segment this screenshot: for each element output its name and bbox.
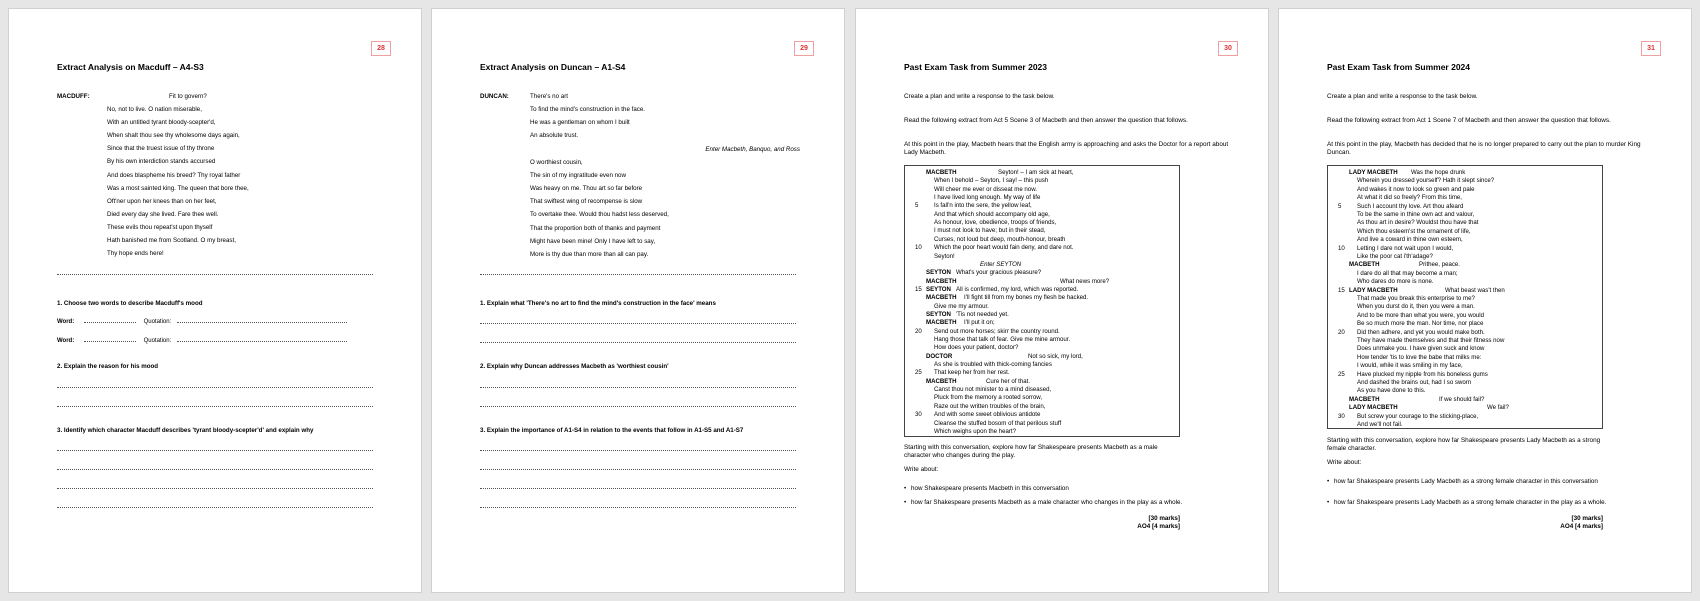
divider bbox=[57, 274, 373, 275]
speaker-name: SEYTON bbox=[926, 285, 951, 293]
page-title: Extract Analysis on Macduff – A4-S3 bbox=[57, 62, 204, 72]
verse-line: By his own interdiction stands accursed bbox=[107, 158, 216, 166]
speaker-name: MACBETH bbox=[1349, 261, 1380, 269]
extract-line: Seyton! bbox=[934, 252, 955, 260]
extract-line: Give me my armour. bbox=[934, 302, 989, 310]
extract-line: And wakes it now to look so green and pale bbox=[1357, 185, 1475, 193]
extract-line: Seyton! – I am sick at heart, bbox=[998, 169, 1074, 176]
verse-line: There's no art bbox=[530, 93, 568, 100]
verse-line: O worthiest cousin, bbox=[530, 159, 583, 166]
extract-line: What beast was't then bbox=[1445, 286, 1505, 294]
extract-line: Like the poor cat i'th'adage? bbox=[1357, 253, 1433, 260]
speaker-name: MACBETH bbox=[926, 169, 957, 176]
verse-line: Since that the truest issue of thy throne bbox=[107, 145, 215, 153]
ao4-label: AO4 [4 marks] bbox=[1137, 523, 1180, 530]
question-2: 2. Explain why Duncan addresses Macbeth as 'worthiest cousin' bbox=[480, 363, 669, 370]
extract-line: Which the poor heart would fain deny, and dare not. bbox=[934, 244, 1074, 252]
extract-line: But screw your courage to the sticking-place, bbox=[1357, 412, 1479, 420]
extract-line: 'Tis not needed yet. bbox=[956, 310, 1009, 318]
line-number: 30 bbox=[1338, 412, 1345, 420]
extract-line: Canst thou not minister to a mind diseased, bbox=[934, 386, 1052, 394]
page-29 bbox=[431, 8, 845, 593]
line-number: 20 bbox=[1338, 328, 1345, 336]
extract-line: Who dares do more is none. bbox=[1357, 278, 1434, 286]
extract-line: Was the hope drunk bbox=[1411, 169, 1466, 176]
speaker-name: LADY MACBETH bbox=[1349, 286, 1398, 294]
extract-line: Send out more horses; skirr the country round. bbox=[934, 327, 1060, 335]
speaker-name: MACBETH bbox=[926, 294, 957, 302]
verse-line: An absolute trust. bbox=[530, 132, 579, 140]
answer-line[interactable] bbox=[177, 338, 347, 342]
extract-line: When you durst do it, then you were a man. bbox=[1357, 303, 1475, 311]
stage-direction: Enter SEYTON bbox=[980, 260, 1022, 268]
page-number: 29 bbox=[794, 41, 814, 56]
context-text: At this point in the play, Macbeth has decided that he is no longer prepared to carry out the plan to murder King Duncan. bbox=[1327, 141, 1641, 156]
extract-line: I dare do all that may become a man; bbox=[1357, 269, 1458, 277]
extract-line: Have plucked my nipple from his boneless gums bbox=[1357, 370, 1488, 378]
extract-line: And to be more than what you were, you would bbox=[1357, 311, 1485, 319]
extract-line: Not so sick, my lord, bbox=[1028, 352, 1083, 360]
read-instruction: Read the following extract from Act 1 Scene 7 of Macbeth and then answer the question that follows. bbox=[1327, 117, 1611, 124]
word-label: Word: bbox=[57, 338, 75, 344]
line-number: 15 bbox=[1338, 286, 1345, 294]
bullet-item: • how Shakespeare presents Macbeth in this conversation bbox=[904, 485, 1204, 493]
intro-text: Create a plan and write a response to the task below. bbox=[1327, 93, 1478, 100]
verse-line: Fit to govern? bbox=[169, 93, 207, 100]
answer-line[interactable] bbox=[57, 387, 373, 388]
extract-line: What's your gracious pleasure? bbox=[956, 269, 1042, 277]
verse-line: That swiftest wing of recompense is slow bbox=[530, 198, 643, 206]
speaker-name: LADY MACBETH bbox=[1349, 404, 1398, 412]
verse-line: That the proportion both of thanks and payment bbox=[530, 224, 661, 232]
speaker-name: SEYTON bbox=[926, 269, 951, 277]
word-label: Word: bbox=[57, 319, 75, 325]
verse-line: And does blaspheme his breed? Thy royal father bbox=[107, 171, 241, 179]
extract-line: I have lived long enough. My way of life bbox=[934, 194, 1041, 202]
answer-line[interactable] bbox=[480, 342, 796, 343]
verse-line: Oft'ner upon her knees than on her feet, bbox=[107, 197, 217, 205]
write-about-label: Write about: bbox=[904, 466, 939, 473]
extract-line: Cure her of that. bbox=[986, 377, 1031, 385]
extract-line: As you have done to this. bbox=[1357, 387, 1426, 395]
ao4-label: AO4 [4 marks] bbox=[1560, 523, 1603, 530]
extract-line: How tender 'tis to love the babe that milks me: bbox=[1357, 353, 1482, 361]
page-31 bbox=[1278, 8, 1692, 593]
extract-line: That made you break this enterprise to me? bbox=[1357, 295, 1475, 302]
speaker-name: MACBETH bbox=[926, 277, 957, 285]
extract-line: Raze out the written troubles of the brain, bbox=[934, 402, 1046, 410]
verse-line: No, not to live. O nation miserable, bbox=[107, 106, 202, 113]
page-number: 31 bbox=[1641, 41, 1661, 56]
extract-line: Cleanse the stuffed bosom of that perilous stuff bbox=[934, 419, 1062, 427]
quotation-label: Quotation: bbox=[143, 338, 172, 344]
extract-line: As honour, love, obedience, troops of friends, bbox=[934, 219, 1057, 227]
quotation-label: Quotation: bbox=[143, 319, 172, 325]
answer-line[interactable] bbox=[57, 406, 373, 407]
speaker-name: MACBETH bbox=[1349, 395, 1380, 403]
bullet-item: • how far Shakespeare presents Macbeth as a male character who changes in the play as a whole. bbox=[904, 499, 1184, 507]
task-text: Starting with this conversation, explore how far Shakespeare presents Macbeth as a male character who changes during the play. bbox=[904, 444, 1158, 459]
extract-line: Did then adhere, and yet you would make both. bbox=[1357, 328, 1485, 336]
extract-line: When I behold – Seyton, I say! – this push bbox=[934, 177, 1049, 185]
extract-line: Pluck from the memory a rooted sorrow, bbox=[934, 394, 1043, 402]
extract-line: Such I account thy love. Art thou afeard bbox=[1357, 202, 1464, 210]
verse-line: Was heavy on me. Thou art so far before bbox=[530, 185, 643, 193]
speaker-name: DOCTOR bbox=[926, 352, 953, 360]
extract-line: Curses, not loud but deep, mouth-honour, breath bbox=[934, 235, 1066, 243]
verse-line: He was a gentleman on whom I built bbox=[530, 119, 630, 127]
line-number: 20 bbox=[915, 327, 922, 335]
extract-line: And we'll not fail. bbox=[1357, 421, 1403, 428]
page-title: Past Exam Task from Summer 2023 bbox=[904, 62, 1047, 72]
line-number: 30 bbox=[915, 411, 922, 419]
answer-line[interactable] bbox=[84, 319, 136, 323]
verse-line: The sin of my ingratitude even now bbox=[530, 172, 626, 180]
answer-line[interactable] bbox=[480, 323, 796, 324]
speaker-name: LADY MACBETH bbox=[1349, 169, 1398, 176]
extract-line: That keep her from her rest. bbox=[934, 369, 1010, 377]
extract-line: All is confirmed, my lord, which was reported. bbox=[956, 285, 1079, 293]
line-number: 25 bbox=[1338, 370, 1345, 378]
answer-line[interactable] bbox=[480, 469, 796, 470]
extract-line: I must not look to have; but in their stead, bbox=[934, 227, 1046, 235]
question-2: 2. Explain the reason for his mood bbox=[57, 363, 159, 370]
line-number: 10 bbox=[915, 244, 922, 252]
extract-line: I'll put it on; bbox=[964, 319, 995, 327]
verse-line: Hath banished me from Scotland. O my breast, bbox=[107, 237, 236, 244]
line-number: 10 bbox=[1338, 244, 1345, 252]
answer-line[interactable] bbox=[480, 387, 796, 388]
extract-line: We fail? bbox=[1487, 404, 1509, 412]
stage-direction: Enter Macbeth, Banquo, and Ross bbox=[705, 146, 800, 153]
line-number: 25 bbox=[915, 369, 922, 377]
verse-line: Might have been mine! Only I have left to say, bbox=[530, 237, 656, 245]
line-number: 15 bbox=[915, 285, 922, 293]
extract-line: Does unmake you. I have given suck and know bbox=[1357, 345, 1485, 353]
page-28 bbox=[8, 8, 422, 593]
verse-line: These evils thou repeat'st upon thyself bbox=[107, 223, 213, 231]
answer-line[interactable] bbox=[480, 507, 796, 508]
extract-line: I'll fight till from my bones my flesh be hacked. bbox=[964, 294, 1089, 302]
extract-line: What news more? bbox=[1060, 277, 1110, 285]
extract-line: Hang those that talk of fear. Give me mine armour. bbox=[934, 336, 1071, 343]
word-quotation-row[interactable] bbox=[57, 319, 347, 325]
extract-line: And that which should accompany old age, bbox=[934, 210, 1050, 218]
page-title: Extract Analysis on Duncan – A1-S4 bbox=[480, 62, 626, 72]
extract-line: Which weighs upon the heart? bbox=[934, 427, 1016, 435]
verse-line: Was a most sainted king. The queen that bore thee, bbox=[107, 184, 249, 192]
extract-line: Be so much more the man. Nor time, nor place bbox=[1357, 320, 1484, 328]
read-instruction: Read the following extract from Act 5 Scene 3 of Macbeth and then answer the question that follows. bbox=[904, 117, 1188, 124]
extract-box bbox=[1327, 165, 1603, 429]
task-text: Starting with this conversation, explore how far Shakespeare presents Lady Macbeth as a strong female character. bbox=[1327, 437, 1601, 452]
extract-line: If we should fail? bbox=[1439, 395, 1485, 403]
intro-text: Create a plan and write a response to the task below. bbox=[904, 93, 1055, 100]
extract-line: Will cheer me ever or disseat me now. bbox=[934, 185, 1037, 193]
marks-label: [30 marks] bbox=[1571, 515, 1603, 522]
page-number: 30 bbox=[1218, 41, 1238, 56]
question-1: 1. Choose two words to describe Macduff's mood bbox=[57, 300, 203, 307]
extract-line: As thou art in desire? Wouldst thou have that bbox=[1357, 219, 1479, 227]
context-text: At this point in the play, Macbeth hears that the English army is approaching and asks the Doctor for a report about Lady Macbeth. bbox=[904, 141, 1229, 156]
speaker-name: MACBETH bbox=[926, 319, 957, 327]
answer-line[interactable] bbox=[57, 469, 373, 470]
extract-box bbox=[904, 165, 1180, 437]
verse-line: To find the mind's construction in the face. bbox=[530, 106, 646, 114]
verse-line: Thy hope ends here! bbox=[107, 250, 164, 258]
extract-line: Letting I dare not wait upon I would, bbox=[1357, 244, 1454, 252]
answer-line[interactable] bbox=[480, 488, 796, 489]
marks-label: [30 marks] bbox=[1148, 515, 1180, 522]
page-30 bbox=[855, 8, 1269, 593]
answer-line[interactable] bbox=[177, 319, 347, 323]
extract-line: Which thou esteem'st the ornament of life, bbox=[1357, 227, 1471, 235]
answer-line[interactable] bbox=[57, 450, 373, 451]
extract-line: They have made themselves and that their fitness now bbox=[1357, 337, 1505, 344]
extract-line: Wherein you dressed yourself? Hath it slept since? bbox=[1357, 177, 1495, 185]
extract-line: I would, while it was smiling in my face, bbox=[1357, 362, 1463, 370]
bullet-item: • how far Shakespeare presents Lady Macbeth as a strong female character in the play as a whole. bbox=[1327, 499, 1607, 507]
page-number: 28 bbox=[371, 41, 391, 56]
line-number: 5 bbox=[1338, 202, 1342, 210]
extract-line: Prithee, peace. bbox=[1419, 261, 1460, 269]
speaker-name: MACBETH bbox=[926, 377, 957, 385]
line-number: 5 bbox=[915, 202, 919, 210]
extract-line: As she is troubled with thick-coming fancies bbox=[934, 361, 1052, 369]
bullet-item: • how far Shakespeare presents Lady Macbeth as a strong female character in this conversation bbox=[1327, 478, 1607, 486]
page-title: Past Exam Task from Summer 2024 bbox=[1327, 62, 1470, 72]
extract-line: Is fall'n into the sere, the yellow leaf, bbox=[934, 202, 1032, 210]
divider bbox=[480, 274, 796, 275]
answer-line[interactable] bbox=[84, 338, 136, 342]
answer-line[interactable] bbox=[480, 406, 796, 407]
verse-line: When shalt thou see thy wholesome days again, bbox=[107, 132, 240, 140]
answer-line[interactable] bbox=[57, 488, 373, 489]
extract-line: How does your patient, doctor? bbox=[934, 344, 1019, 352]
extract-line: And dashed the brains out, had I so sworn bbox=[1357, 379, 1472, 386]
verse-line: Died every day she lived. Fare thee well. bbox=[107, 210, 219, 218]
question-1: 1. Explain what 'There's no art to find the mind's construction in the face' means bbox=[480, 300, 716, 307]
extract-line: At what it did so freely? From this time, bbox=[1357, 194, 1462, 202]
question-3: 3. Explain the importance of A1-S4 in relation to the events that follow in A1-S5 and A1-S7 bbox=[480, 427, 744, 434]
answer-line[interactable] bbox=[480, 450, 796, 451]
question-3: 3. Identify which character Macduff describes 'tyrant bloody-scepter'd' and explain why bbox=[57, 427, 314, 434]
extract-line: To be the same in thine own act and valour, bbox=[1357, 211, 1475, 218]
speaker-label: MACDUFF: bbox=[57, 93, 90, 100]
extract-line: And live a coward in thine own esteem, bbox=[1357, 236, 1463, 244]
speaker-name: SEYTON bbox=[926, 310, 951, 318]
verse-line: More is thy due than more than all can pay. bbox=[530, 250, 649, 258]
word-quotation-row[interactable] bbox=[57, 338, 347, 344]
extract-line: And with some sweet oblivious antidote bbox=[934, 411, 1041, 419]
verse-line: To overtake thee. Would thou hadst less deserved, bbox=[530, 211, 669, 219]
write-about-label: Write about: bbox=[1327, 459, 1362, 466]
speaker-label: DUNCAN: bbox=[480, 93, 509, 100]
answer-line[interactable] bbox=[57, 507, 373, 508]
verse-line: With an untitled tyrant bloody-scepter'd, bbox=[107, 119, 216, 127]
